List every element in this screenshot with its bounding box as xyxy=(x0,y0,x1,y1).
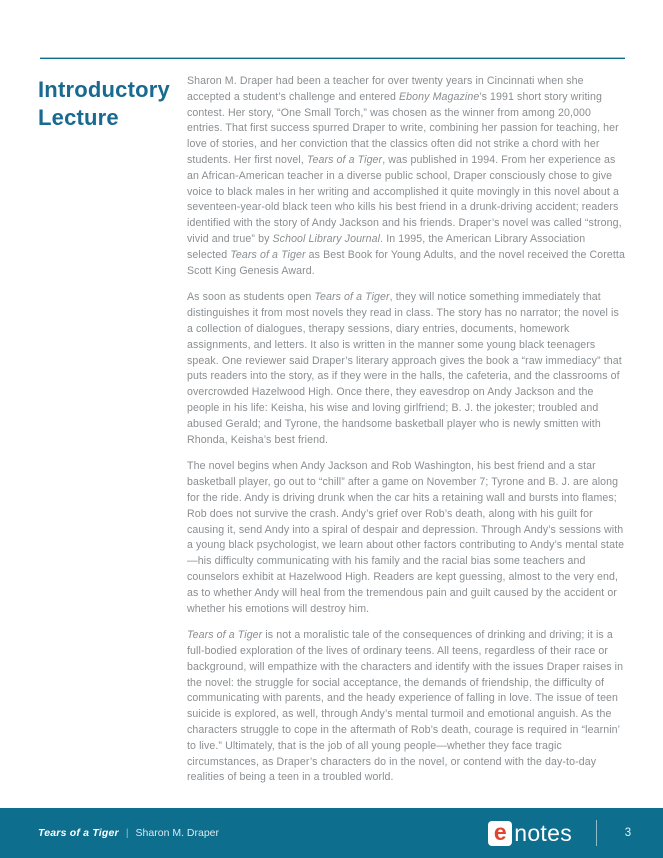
text: . In 1995, the American Library Association selected xyxy=(187,232,586,261)
italic-text: Tears of a Tiger xyxy=(306,153,383,166)
footer-vertical-divider xyxy=(596,820,597,846)
italic-text: Tears of a Tiger xyxy=(314,291,390,304)
italic-text: Tears of a Tiger xyxy=(187,629,263,642)
text: as Best Book for Young Adults, and the novel received the Coretta Scott King Genesis Award. xyxy=(187,248,625,277)
footer-book-info xyxy=(38,827,219,839)
enotes-logo xyxy=(488,820,572,847)
italic-text: Ebony Magazine xyxy=(399,90,480,103)
text: , was published in 1994. From her experience as an African-American teacher in a diverse public school, Draper consciously chose to give voice to black males in her writing and accomplished it quite movingly in this novel about a seventeen-year-old black teen who kills his best friend in a drunk-driving accident; readers identified with the story of Andy Jackson and his friends. Draper’s novel was called “strong, vivid and true” by xyxy=(187,153,622,245)
article-body xyxy=(187,74,627,797)
footer-right xyxy=(488,820,633,847)
footer-book-title: Tears of a Tiger xyxy=(38,827,119,839)
text: ’s 1991 short story writing contest. Her story, “One Small Torch,” was chosen as the winner from among 20,000 entries. That first success spurred Draper to write, combining her passion for teaching, her love of stories, and her conviction that the classics often did not strike a chord with her students. Her first novel, xyxy=(187,90,619,166)
page-number: 3 xyxy=(624,827,632,839)
content-area xyxy=(38,74,627,797)
paragraph xyxy=(187,290,627,448)
paragraph xyxy=(187,628,627,786)
text: Sharon M. Draper had been a teacher for over twenty years in Cincinnati when she accepted a student’s challenge and entered xyxy=(187,75,584,103)
italic-text: Tears of a Tiger xyxy=(230,248,306,261)
text: is not a moralistic tale of the consequences of drinking and driving; it is a full-bodied exploration of the lives of ordinary teens. All teens, regardless of their race or background, will empathize with the characters and identify with the issues Draper raises in the novel: the struggle for social acceptance, the demands of friendship, the difficulty of communicating with parents, and the heady experience of falling in love. The issue of teen suicide is explored, as well, through Andy’s mental turmoil and emotional anguish. As the characters struggle to cope in the aftermath of Rob’s death, courage is required in “learnin’ to live.” Ultimately, that is the job of all young people—whether they face tragic circumstances, as Draper’s characters do in the novel, or contend with the day-to-day realities of being a teen in a troubled world. xyxy=(187,629,624,784)
footer-bar xyxy=(0,808,663,858)
italic-text: School Library Journal xyxy=(272,232,381,245)
section-heading: Introductory Lecture xyxy=(38,77,170,130)
text: The novel begins when Andy Jackson and Rob Washington, his best friend and a star basketball player, go out to “chill” after a game on November 7; Tyrone and B. J. are along for the ride. Andy is driving drunk when the car hits a retaining wall and bursts into flames; Rob does not survive the crash. Andy’s grief over Rob’s death, along with his guilt for causing it, send Andy into a spiral of despair and depression. Through Andy’s sessions with a young black psychologist, we learn about other factors contributing to Andy’s mental state—his difficulty communicating with his family and the racial bias some teachers and counselors exhibit at Hazelwood High. Readers are kept guessing, almost to the very end, as to whether Andy will heal from the tremendous pain and guilt caused by the accident or whether his emotions will destroy him. xyxy=(187,460,625,615)
section-heading-column xyxy=(38,74,187,797)
text: As soon as students open xyxy=(187,291,315,304)
enotes-logo-text: notes xyxy=(514,819,572,846)
enotes-logo-e-icon: e xyxy=(488,821,512,846)
paragraph xyxy=(187,459,627,617)
footer-separator: | xyxy=(125,827,129,839)
footer-author: Sharon M. Draper xyxy=(135,827,219,839)
top-divider xyxy=(40,57,625,59)
text: , they will notice something immediately that distinguishes it from most novels they read in class. The story has no narrator; the novel is a collection of dialogues, therapy sessions, diary entries, documents, homework assignments, and letters. It also is written in the manner some young black teenagers speak. One reviewer said Draper’s literary approach gives the book a “raw immediacy” that puts readers into the story, as if they were in the halls, the cafeteria, and the classrooms of overcrowded Hazelwood High. Once there, they eavesdrop on Andy Jackson and the people in his life: Keisha, his wise and loving girlfriend; B. J. the jokester; troubled and abused Gerald; and Tyrone, the handsome basketball player who is newly smitten with Rhonda, Keisha’s best friend. xyxy=(187,291,622,446)
paragraph xyxy=(187,74,627,279)
